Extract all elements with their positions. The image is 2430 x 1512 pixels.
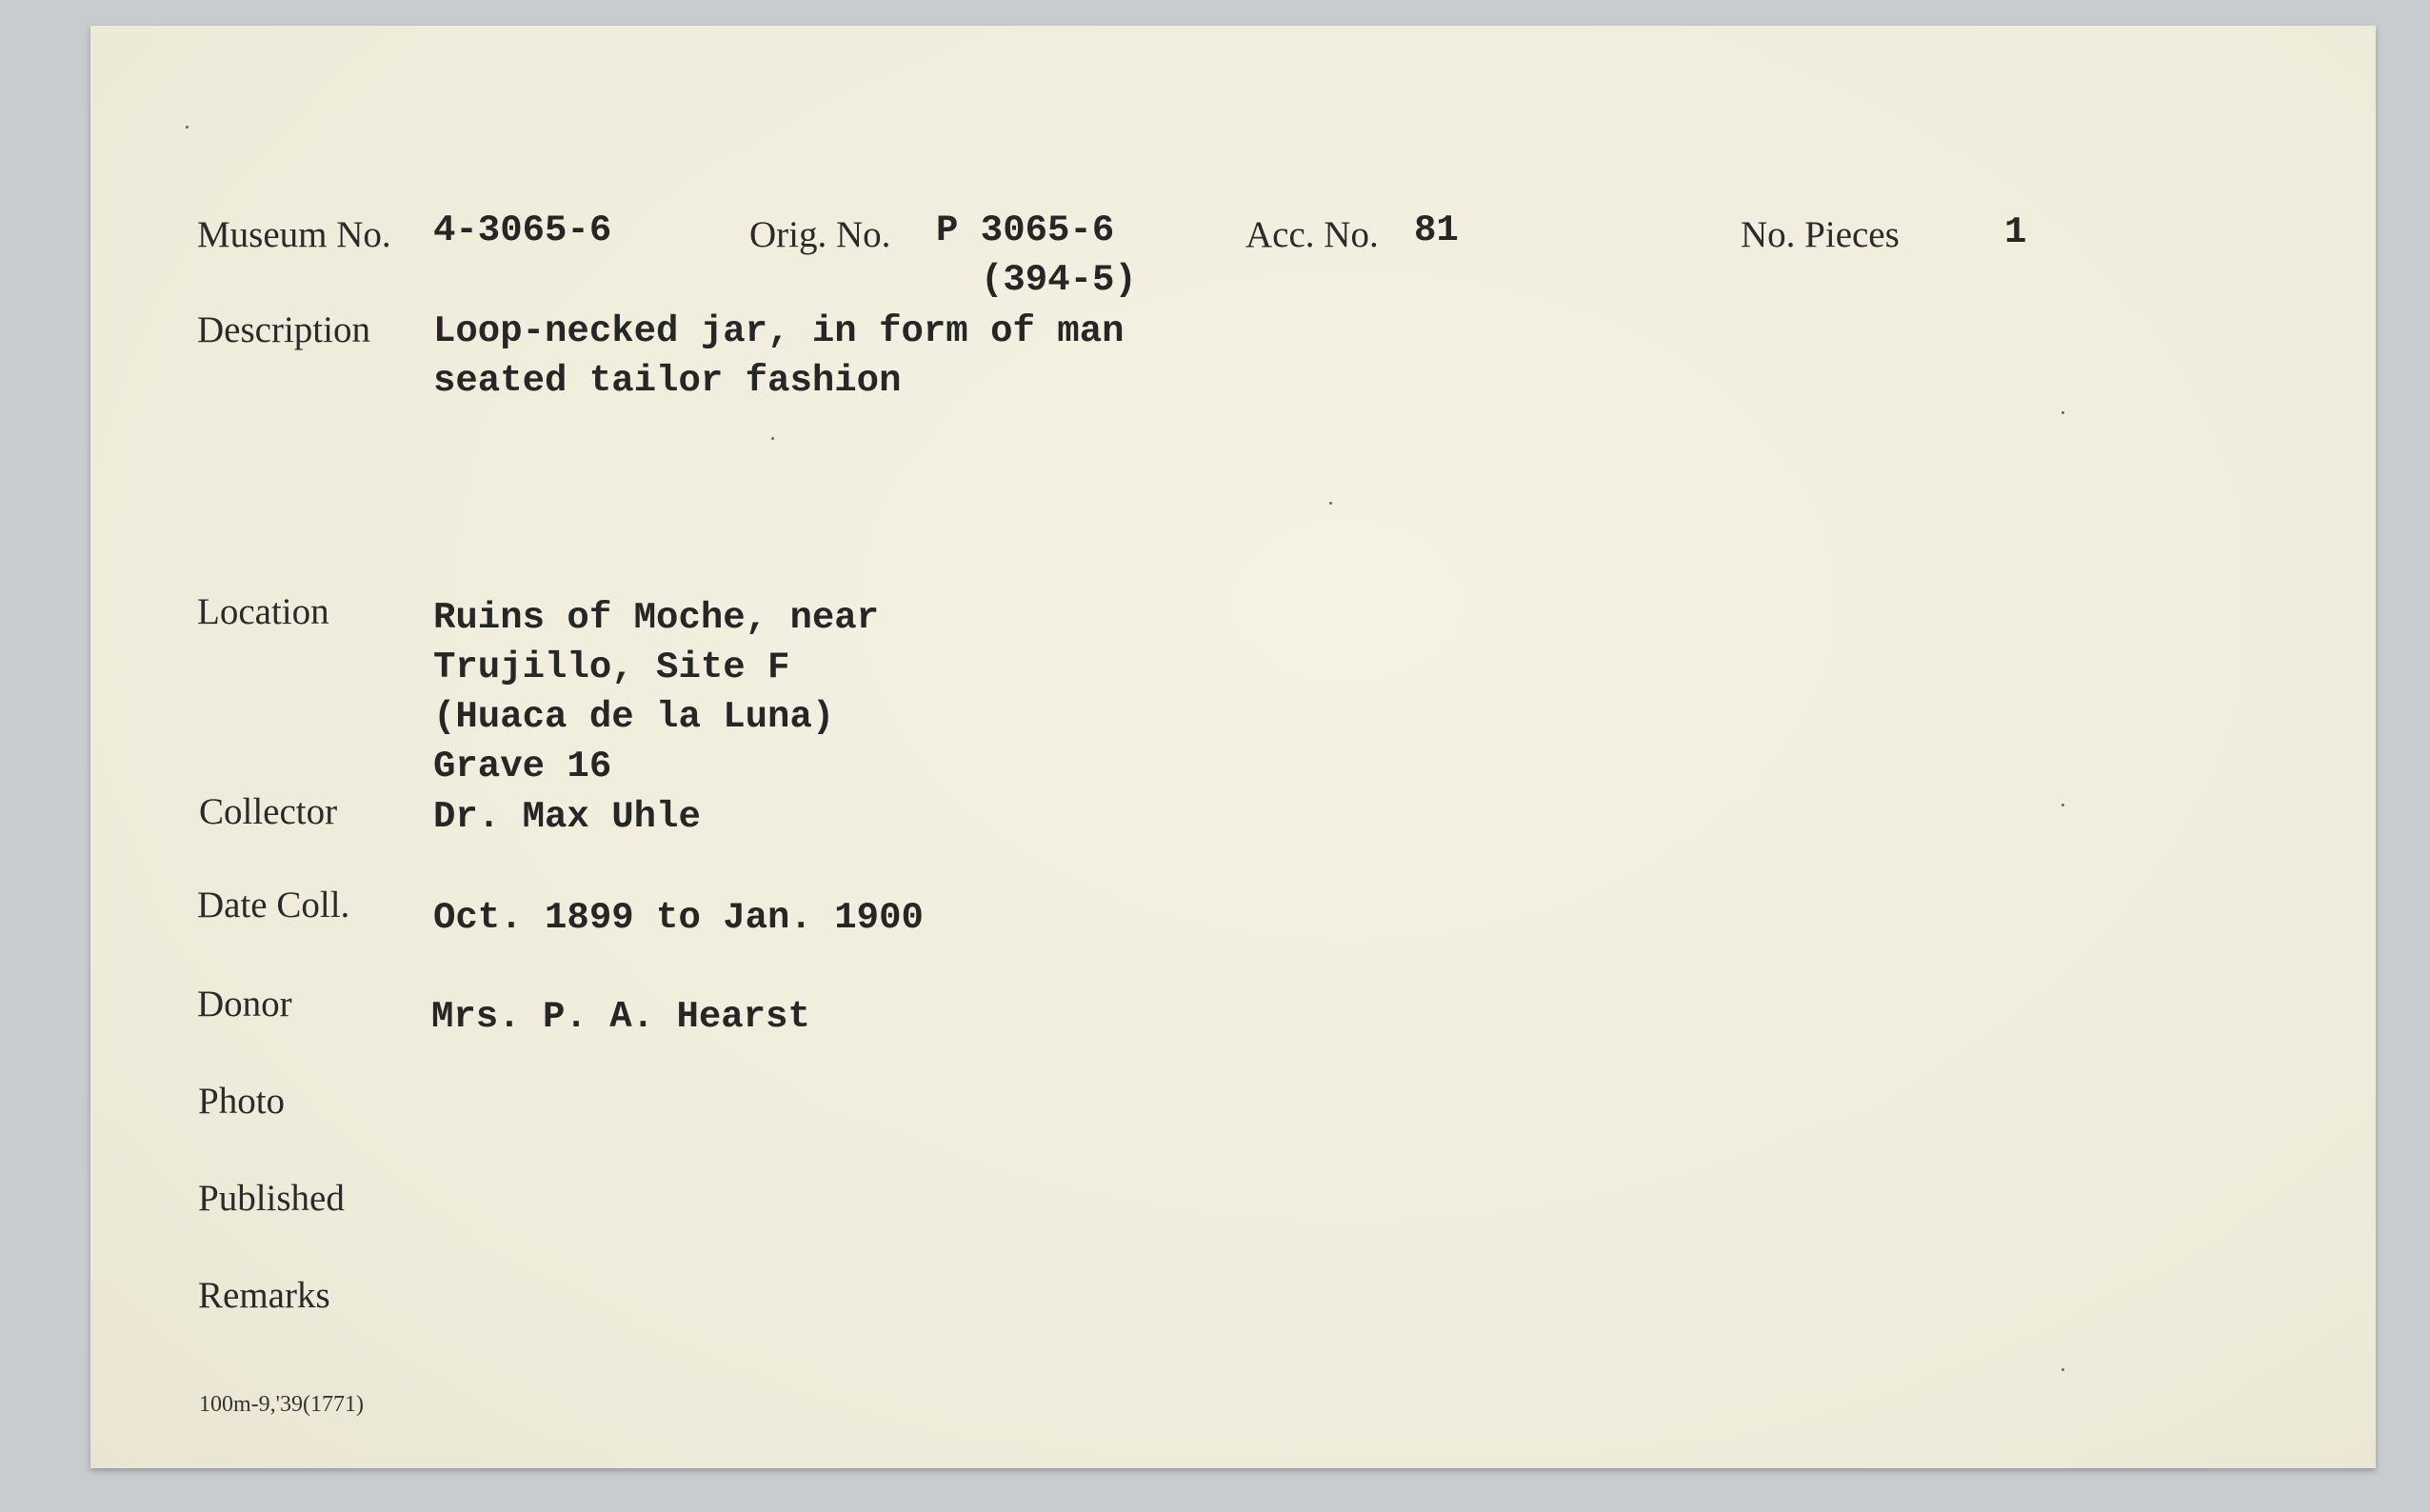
donor-label: Donor (197, 984, 292, 1025)
catalog-card (90, 26, 2376, 1468)
orig-no-value: P 3065-6 (936, 209, 1115, 251)
paper-speck (2062, 1368, 2064, 1371)
acc-no-label: Acc. No. (1245, 214, 1379, 255)
acc-no-value: 81 (1414, 209, 1459, 251)
remarks-label: Remarks (198, 1275, 330, 1316)
location-line-3: (Huaca de la Luna) (433, 696, 835, 738)
paper-speck (2062, 411, 2064, 414)
description-line-1: Loop-necked jar, in form of man (433, 310, 1125, 352)
paper-speck (2062, 804, 2064, 806)
no-pieces-value: 1 (2004, 211, 2027, 253)
photo-label: Photo (198, 1081, 286, 1122)
orig-no-label: Orig. No. (749, 214, 891, 255)
museum-no-value: 4-3065-6 (433, 209, 612, 251)
orig-no-alt-value: (394-5) (981, 259, 1137, 301)
paper-speck (771, 437, 774, 440)
date-coll-label: Date Coll. (197, 885, 350, 925)
no-pieces-label: No. Pieces (1741, 214, 1900, 255)
location-line-2: Trujillo, Site F (433, 647, 790, 688)
museum-no-label: Museum No. (197, 214, 391, 255)
paper-speck (186, 126, 189, 129)
print-code: 100m-9,'39(1771) (199, 1392, 364, 1417)
collector-value: Dr. Max Uhle (433, 796, 701, 838)
published-label: Published (198, 1178, 345, 1219)
collector-label: Collector (199, 791, 338, 832)
location-label: Location (197, 591, 329, 632)
description-label: Description (197, 309, 370, 350)
location-line-4: Grave 16 (433, 746, 612, 787)
paper-speck (1329, 502, 1332, 505)
location-line-1: Ruins of Moche, near (433, 597, 880, 639)
description-line-2: seated tailor fashion (433, 360, 902, 402)
donor-value: Mrs. P. A. Hearst (431, 996, 810, 1038)
date-coll-value: Oct. 1899 to Jan. 1900 (433, 897, 924, 939)
